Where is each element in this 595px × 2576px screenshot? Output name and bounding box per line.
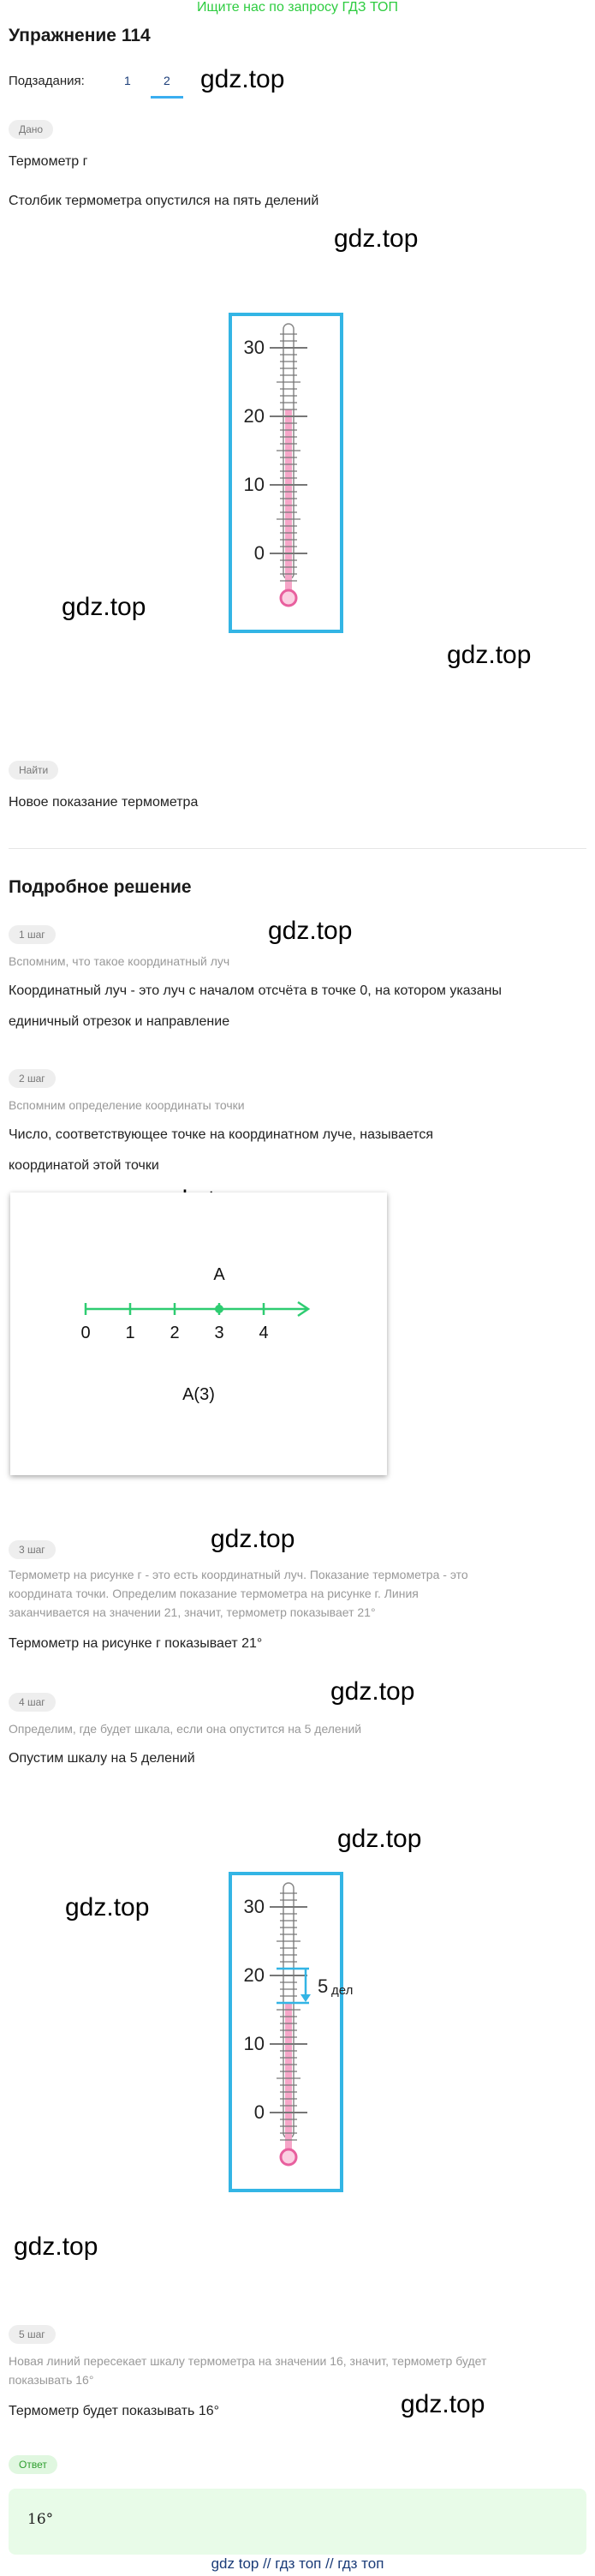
scale-label: 10 <box>243 474 265 495</box>
tab-subtask-2[interactable]: 2 <box>164 74 170 87</box>
given-line-1: Термометр г <box>9 154 88 169</box>
step-4-badge: 4 шаг <box>9 1693 56 1712</box>
solution-title: Подробное решение <box>9 877 192 897</box>
shift-arrow-head <box>300 1994 311 2002</box>
watermark: gdz.top <box>14 2232 98 2261</box>
ray-tick-label: 4 <box>259 1324 269 1342</box>
answer-value: 16° <box>27 2511 54 2528</box>
watermark: gdz.top <box>447 641 532 669</box>
find-line-1: Новое показание термометра <box>9 795 199 810</box>
step-3-badge: 3 шаг <box>9 1540 56 1559</box>
step-2-hint: Вспомним определение координаты точки <box>9 1098 245 1112</box>
step-1-text-line-2: единичный отрезок и направление <box>9 1014 230 1029</box>
step-2-text-line-1: Число, соответствующее точке на координатном луче, называется <box>9 1127 434 1142</box>
scale-label: 20 <box>243 405 265 427</box>
given-badge: Дано <box>9 120 53 139</box>
scale-label: 0 <box>253 542 265 564</box>
ray-tick-label: 3 <box>214 1324 224 1342</box>
step-5-hint-line-1: Новая линий пересекает шкалу термометра на значении 16, значит, термометр будет <box>9 2354 487 2368</box>
point-a-caption: A(3) <box>182 1385 215 1404</box>
scale-label: 30 <box>243 337 265 358</box>
step-4-text: Опустим шкалу на 5 делений <box>9 1751 195 1766</box>
thermometer-shifted-figure <box>223 1868 394 2202</box>
active-tab-indicator <box>151 96 183 99</box>
tab-subtask-1[interactable]: 1 <box>124 74 131 87</box>
watermark: gdz.top <box>62 593 146 621</box>
footer-links[interactable]: gdz top // гдз топ // гдз топ <box>211 2555 384 2572</box>
mercury-column <box>285 2003 292 2155</box>
step-3-hint-line-3: заканчивается на значении 21, значит, термометр показывает 21° <box>9 1605 376 1619</box>
step-1-hint: Вспомним, что такое координатный луч <box>9 954 230 968</box>
subtasks-label: Подзадания: <box>9 74 85 88</box>
step-3-text: Термометр на рисунке г показывает 21° <box>9 1636 263 1651</box>
watermark: gdz.top <box>330 1677 415 1706</box>
promo-banner: Ищите нас по запросу ГДЗ ТОП <box>197 0 398 15</box>
shift-unit-label: дел <box>331 1983 354 1998</box>
coordinate-ray-card <box>10 1192 387 1475</box>
step-1-badge: 1 шаг <box>9 925 56 944</box>
step-4-hint: Определим, где будет шкала, если она опустится на 5 делений <box>9 1722 362 1736</box>
step-3-hint-line-1: Термометр на рисунке г - это есть координатный луч. Показание термометра - это <box>9 1568 468 1581</box>
page-title: Упражнение 114 <box>9 26 151 45</box>
thermometer-bulb <box>281 590 296 606</box>
watermark: gdz.top <box>211 1525 295 1553</box>
step-3-hint-line-2: координата точки. Определим показание термометра на рисунке г. Линия <box>9 1587 419 1600</box>
shift-value-label: 5 <box>318 1975 329 1997</box>
watermark: gdz.top <box>334 224 419 253</box>
step-5-badge: 5 шаг <box>9 2325 56 2344</box>
step-5-hint-line-2: показывать 16° <box>9 2373 94 2387</box>
step-5-text: Термометр будет показывать 16° <box>9 2404 220 2418</box>
watermark: gdz.top <box>65 1893 150 1922</box>
scale-label: 30 <box>243 1896 265 1917</box>
ray-tick-label: 0 <box>80 1324 91 1342</box>
step-2-text-line-2: координатой этой точки <box>9 1158 159 1173</box>
watermark: gdz.top <box>200 65 285 93</box>
ray-tick-label: 1 <box>125 1324 135 1342</box>
given-line-2: Столбик термометра опустился на пять делений <box>9 194 319 208</box>
scale-label: 10 <box>243 2033 265 2054</box>
find-badge: Найти <box>9 761 58 780</box>
scale-label: 20 <box>243 1964 265 1986</box>
point-a-label: A <box>213 1265 225 1284</box>
answer-badge: Ответ <box>9 2455 57 2474</box>
watermark: gdz.top <box>268 917 353 945</box>
point-a-marker <box>215 1305 223 1313</box>
answer-box <box>9 2489 586 2555</box>
scale-label: 0 <box>253 2101 265 2123</box>
watermark: gdz.top <box>337 1825 422 1853</box>
ray-tick-label: 2 <box>170 1324 180 1342</box>
mercury-column <box>285 409 292 596</box>
thermometer-bulb <box>281 2149 296 2165</box>
divider <box>9 848 586 849</box>
step-2-badge: 2 шаг <box>9 1069 56 1088</box>
thermometer-figure <box>223 308 360 643</box>
watermark: gdz.top <box>401 2390 485 2418</box>
step-1-text-line-1: Координатный луч - это луч с началом отсчёта в точке 0, на котором указаны <box>9 983 502 998</box>
coordinate-ray-figure <box>10 1192 387 1475</box>
